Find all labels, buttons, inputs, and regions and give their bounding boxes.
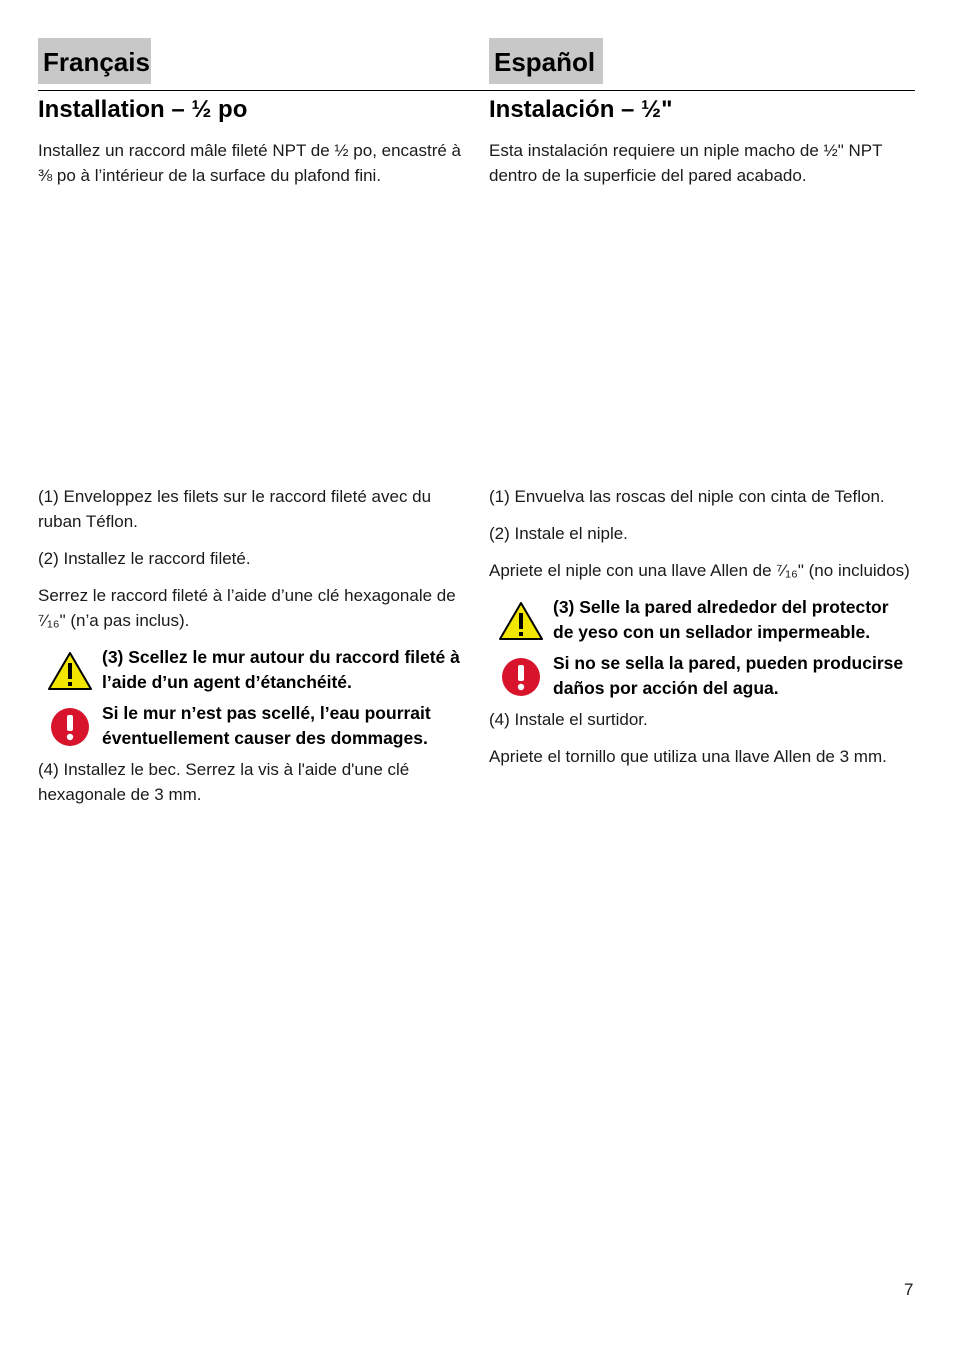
spanish-step-4: (4) Instale el surtidor. [489, 710, 648, 729]
french-section-title: Installation – ½ po [38, 96, 248, 123]
spanish-warning-text: (3) Selle la pared alrededor del protector de yeso con un sellador impermeable. [553, 597, 889, 642]
french-caution-text: Si le mur n’est pas scellé, l’eau pourrait éventuellement causer des dommages. [102, 703, 431, 748]
french-warning-block [38, 645, 466, 695]
spanish-intro: Esta instalación requiere un niple macho de ½" NPT dentro de la superficie del pared acabado. [489, 141, 883, 185]
exclamation-circle-icon [501, 657, 541, 697]
french-step-2: (2) Installez le raccord fileté. [38, 549, 251, 568]
french-caution-block [38, 701, 466, 751]
spanish-caution-text: Si no se sella la pared, pueden producirse daños por acción del agua. [553, 653, 904, 698]
language-tab-french: Français [38, 38, 151, 84]
language-tab-spanish: Español [489, 38, 603, 84]
french-step-4: (4) Installez le bec. Serrez la vis à l'aide d'une clé hexagonale de 3 mm. [38, 760, 410, 804]
spanish-step-2: (2) Instale el niple. [489, 524, 628, 543]
spanish-section-title: Instalación – ½" [489, 96, 673, 123]
warning-triangle-icon [498, 601, 544, 641]
spanish-step-4-tighten: Apriete el tornillo que utiliza una llave Allen de 3 mm. [489, 747, 887, 766]
spanish-caution-block [489, 651, 913, 701]
french-step-1: (1) Enveloppez les filets sur le raccord fileté avec du ruban Téflon. [38, 487, 432, 531]
french-step-2-tighten: Serrez le raccord fileté à l’aide d’une clé hexagonale de ⁷⁄₁₆" (n’a pas inclus). [38, 586, 456, 630]
french-intro: Installez un raccord mâle fileté NPT de ½ po, encastré à ⅜ po à l’intérieur de la surface du plafond fini. [38, 141, 462, 185]
spanish-warning-block [489, 595, 913, 645]
spanish-steps [489, 484, 913, 781]
page-number: 7 [904, 1280, 914, 1299]
warning-triangle-icon [47, 651, 93, 691]
spanish-step-1: (1) Envuelva las roscas del niple con cinta de Teflon. [489, 487, 885, 506]
header-divider [38, 90, 915, 91]
exclamation-circle-icon [50, 707, 90, 747]
french-steps [38, 484, 466, 819]
french-warning-text: (3) Scellez le mur autour du raccord fileté à l’aide d’un agent d’étanchéité. [102, 647, 460, 692]
spanish-step-2-tighten: Apriete el niple con una llave Allen de ⁷⁄₁₆" (no incluidos) [489, 561, 910, 580]
